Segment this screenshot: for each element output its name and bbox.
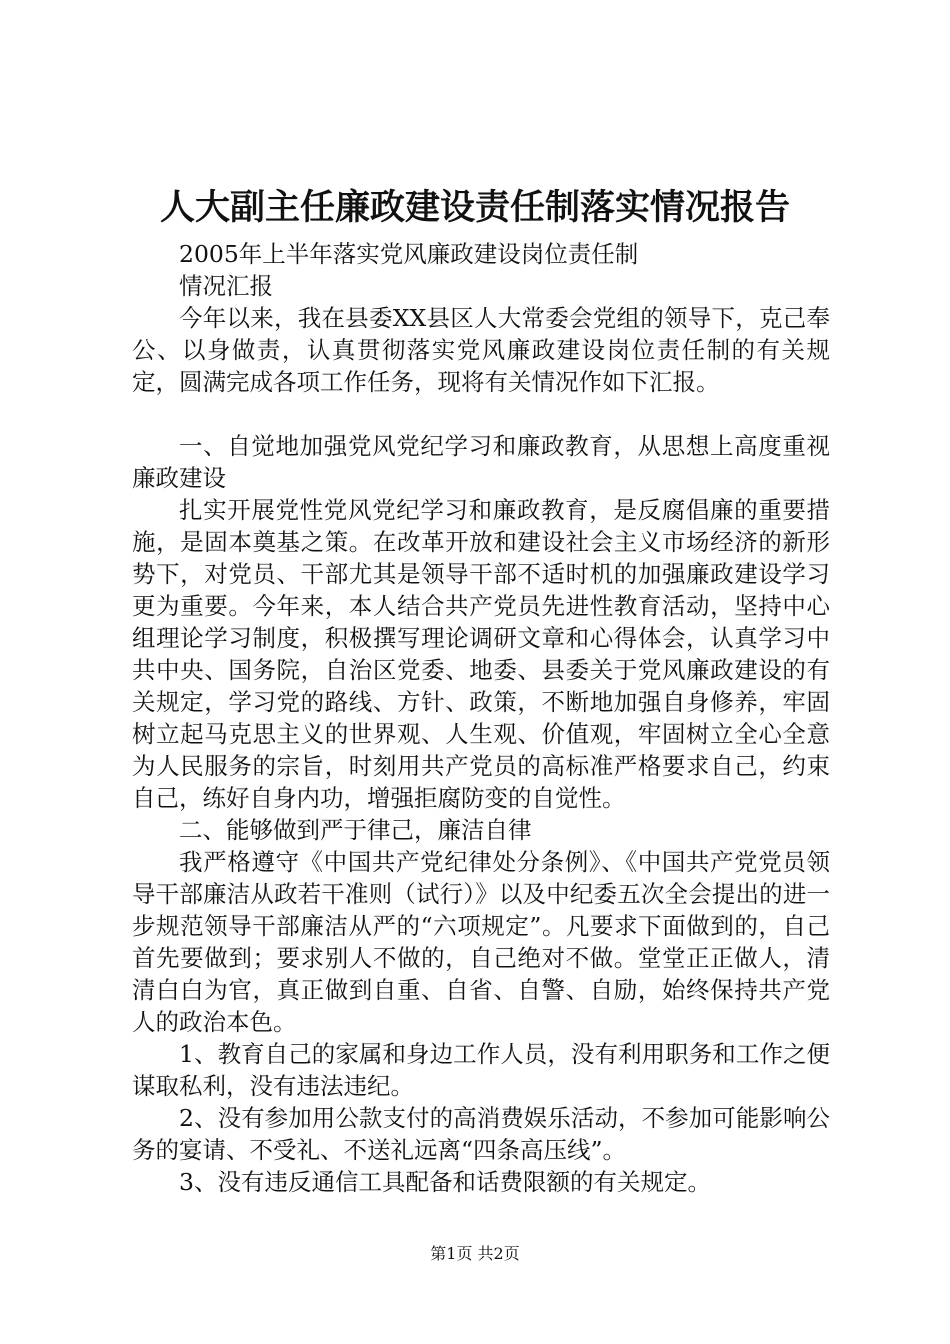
subtitle-line-2: 情况汇报: [179, 272, 273, 300]
document-body: [132, 238, 830, 1198]
list-item-2: 2、没有参加用公款支付的高消费娱乐活动，不参加可能影响公务的宴请、不受礼、不送礼远离“四条高压线”。: [132, 1104, 830, 1164]
subtitle-line-1: 2005年上半年落实党风廉政建设岗位责任制: [179, 240, 639, 268]
section-1-paragraph: 扎实开展党性党风党纪学习和廉政教育，是反腐倡廉的重要措施，是固本奠基之策。在改革开放和建设社会主义市场经济的新形势下，对党员、干部尤其是领导干部不适时机的加强廉政建设学习更为重要。今年来，本人结合共产党员先进性教育活动，坚持中心组理论学习制度，积极撰写理论调研文章和心得体会，认真学习中共中央、国务院，自治区党委、地委、县委关于党风廉政建设的有关规定，学习党的路线、方针、政策，不断地加强自身修养，牢固树立起马克思主义的世界观、人生观、价值观，牢固树立全心全意为人民服务的宗旨，时刻用共产党员的高标准严格要求自己，约束自己，练好自身内功，增强拒腐防变的自觉性。: [132, 496, 830, 812]
section-2-paragraph: 我严格遵守《中国共产党纪律处分条例》、《中国共产党党员领导干部廉洁从政若干准则（试行）》以及中纪委五次全会提出的进一步规范领导干部廉洁从严的“六项规定”。凡要求下面做到的，自己首先要做到；要求别人不做的，自己绝对不做。堂堂正正做人，清清白白为官，真正做到自重、自省、自警、自励，始终保持共产党人的政治本色。: [132, 848, 830, 1036]
document-title: 人大副主任廉政建设责任制落实情况报告: [159, 187, 790, 228]
list-item-1: 1、教育自己的家属和身边工作人员，没有利用职务和工作之便谋取私利，没有违法违纪。: [132, 1040, 830, 1100]
page-footer: 第1页 共2页: [430, 1244, 520, 1263]
section-heading-2: 二、能够做到严于律己，廉洁自律: [179, 816, 532, 844]
section-heading-1: 一、自觉地加强党风党纪学习和廉政教育，从思想上高度重视廉政建设: [132, 432, 830, 492]
list-item-3: 3、没有违反通信工具配备和话费限额的有关规定。: [179, 1168, 711, 1196]
intro-paragraph: 今年以来，我在县委XX县区人大常委会党组的领导下，克己奉公、以身做责，认真贯彻落实党风廉政建设岗位责任制的有关规定，圆满完成各项工作任务，现将有关情况作如下汇报。: [132, 304, 830, 396]
